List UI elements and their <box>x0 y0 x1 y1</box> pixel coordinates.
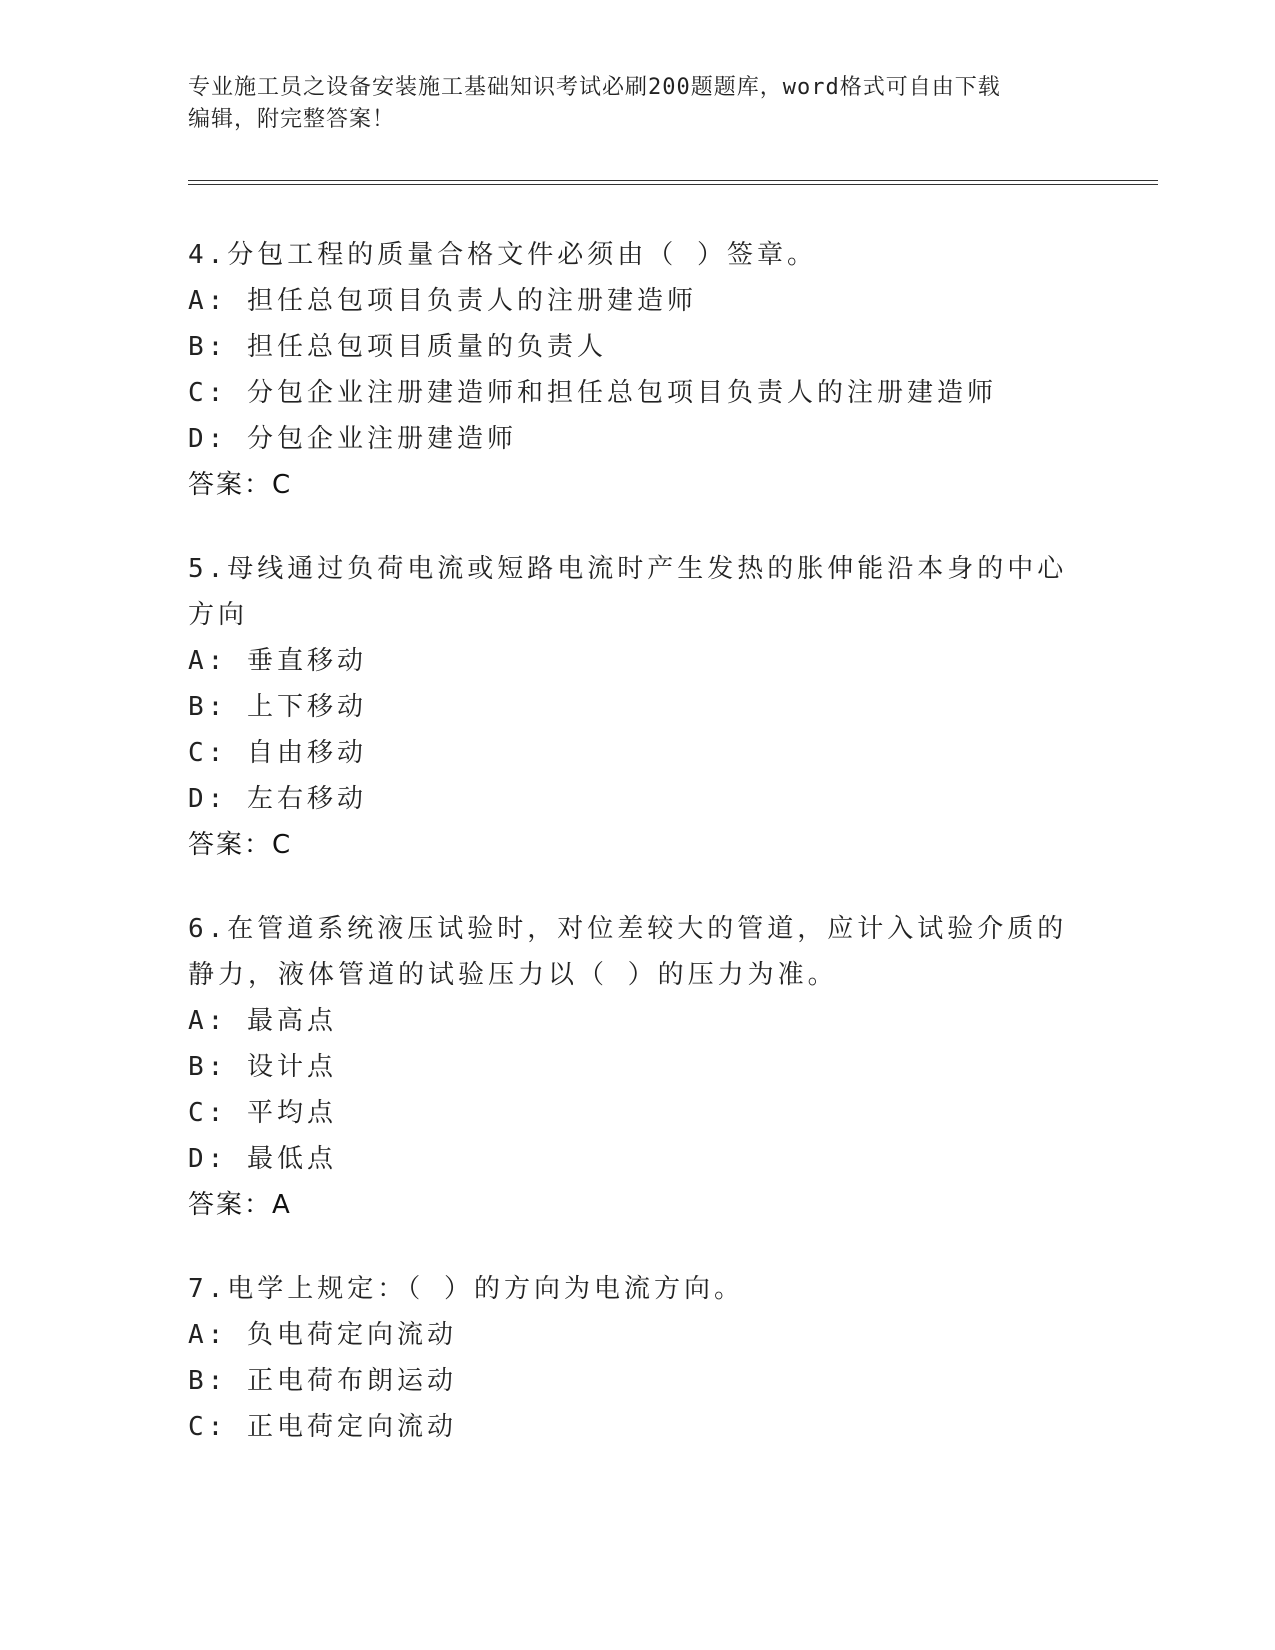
option-b: B: 上下移动 <box>188 692 367 722</box>
question-7 <box>188 1266 1068 1450</box>
option-a: A: 最高点 <box>188 1006 337 1036</box>
header-line-1: 专业施工员之设备安装施工基础知识考试必刷200题题库，word格式可自由下载 <box>188 75 1001 100</box>
answer-label: 答案：A <box>188 1190 292 1220</box>
question-list <box>188 232 1068 1488</box>
question-6 <box>188 906 1068 1228</box>
option-a: A: 垂直移动 <box>188 646 367 676</box>
question-5 <box>188 546 1068 868</box>
option-d: D: 最低点 <box>188 1144 337 1174</box>
option-c: C: 自由移动 <box>188 738 367 768</box>
option-d: D: 左右移动 <box>188 784 367 814</box>
question-stem: 5.母线通过负荷电流或短路电流时产生发热的胀伸能沿本身的中心方向 <box>188 554 1068 630</box>
question-4 <box>188 232 1068 508</box>
question-stem: 7.电学上规定：（ ）的方向为电流方向。 <box>188 1274 744 1304</box>
question-stem: 4.分包工程的质量合格文件必须由（ ）签章。 <box>188 240 817 270</box>
option-b: B: 设计点 <box>188 1052 337 1082</box>
option-c: C: 正电荷定向流动 <box>188 1412 457 1442</box>
header-divider <box>188 180 1158 185</box>
document-page <box>188 0 1158 1650</box>
option-b: B: 正电荷布朗运动 <box>188 1366 457 1396</box>
option-a: A: 负电荷定向流动 <box>188 1320 457 1350</box>
answer-label: 答案：C <box>188 470 293 500</box>
document-header <box>188 72 1088 136</box>
answer-label: 答案：C <box>188 830 293 860</box>
question-stem: 6.在管道系统液压试验时，对位差较大的管道，应计入试验介质的静力，液体管道的试验压力以（ ）的压力为准。 <box>188 914 1068 990</box>
option-a: A: 担任总包项目负责人的注册建造师 <box>188 286 697 316</box>
option-d: D: 分包企业注册建造师 <box>188 424 517 454</box>
header-line-2: 编辑，附完整答案！ <box>188 107 396 132</box>
option-c: C: 分包企业注册建造师和担任总包项目负责人的注册建造师 <box>188 378 997 408</box>
option-b: B: 担任总包项目质量的负责人 <box>188 332 607 362</box>
option-c: C: 平均点 <box>188 1098 337 1128</box>
